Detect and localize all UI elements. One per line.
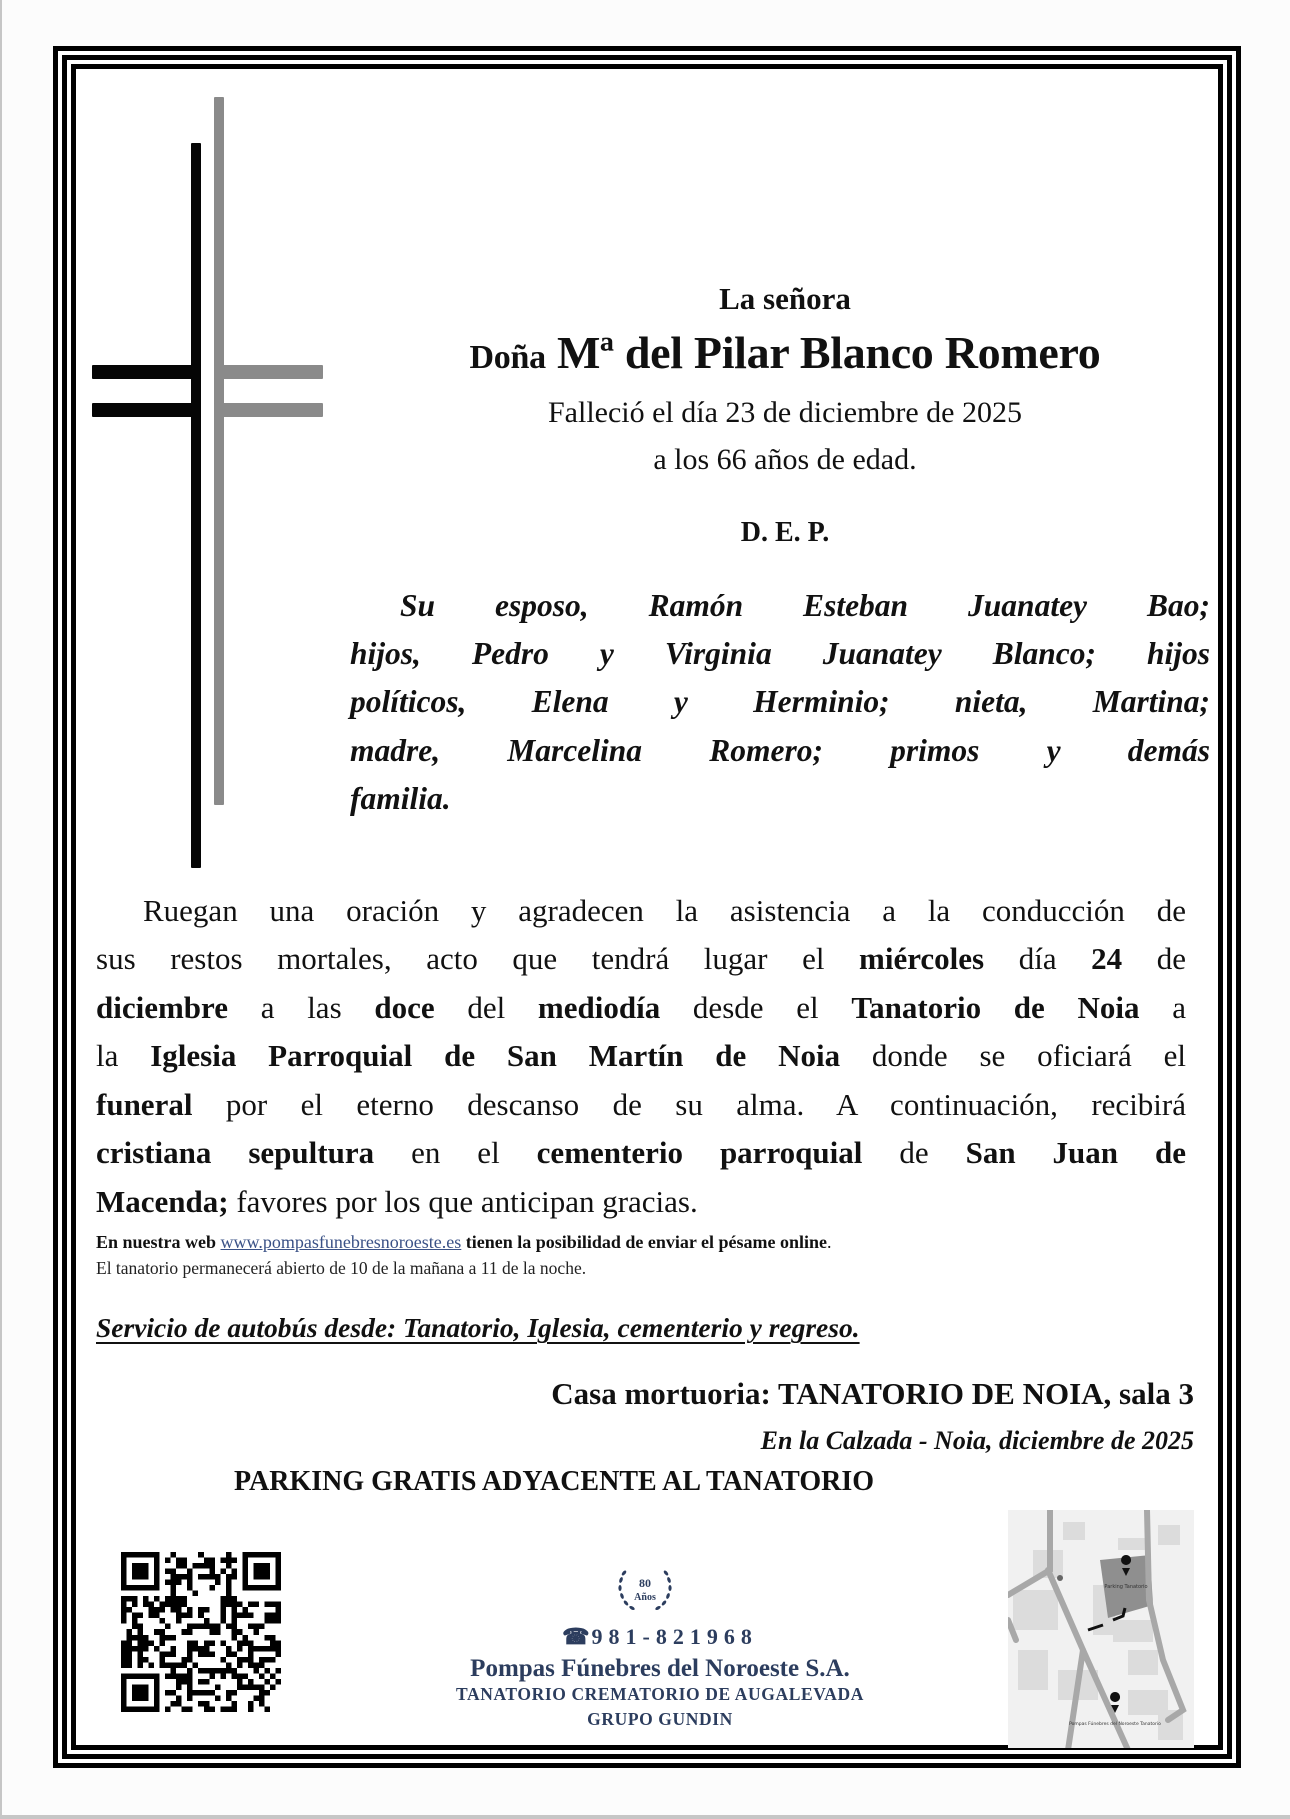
- page-edge: [0, 0, 2, 1819]
- ceremony-line: cristiana sepultura en el cementerio parroquial de San Juan de: [96, 1135, 1186, 1170]
- ceremony-line: Ruegan una oración y agradecen la asistencia a la conducción de: [143, 893, 1186, 928]
- anniversary-badge: [600, 1555, 690, 1623]
- deceased-name: [380, 327, 1190, 378]
- bus-service: Servicio de autobús desde: Tanatorio, Iglesia, cementerio y regreso.: [96, 1312, 860, 1343]
- opening-hours: El tanatorio permanecerá abierto de 10 de la mañana a 11 de la noche.: [96, 1258, 587, 1278]
- family-line: Su esposo, Ramón Esteban Juanatey Bao;: [400, 588, 1210, 623]
- funeral-home: Casa mortuoria: TANATORIO DE NOIA, sala 3: [551, 1376, 1194, 1411]
- ceremony-line: diciembre a las doce del mediodía desde el Tanatorio de Noia a: [96, 990, 1186, 1025]
- ceremony-line: la Iglesia Parroquial de San Martín de Noia donde se oficiará el: [96, 1038, 1186, 1073]
- death-date: Falleció el día 23 de diciembre de 2025: [547, 396, 1022, 429]
- dep: D. E. P.: [740, 517, 830, 548]
- location-map[interactable]: [1008, 1510, 1194, 1748]
- website-link[interactable]: www.pompasfunebresnoroeste.es: [220, 1232, 462, 1252]
- ceremony-line: funeral por el eterno descanso de su alma. A continuación, recibirá: [96, 1087, 1186, 1122]
- age: a los 66 años de edad.: [653, 443, 917, 476]
- qr-code[interactable]: [121, 1552, 281, 1712]
- badge-label: Años: [634, 1592, 656, 1603]
- family-line: madre, Marcelina Romero; primos y demás: [350, 733, 1210, 768]
- parking-note: PARKING GRATIS ADYACENTE AL TANATORIO: [234, 1466, 874, 1497]
- web-note: En nuestra web www.pompasfunebresnoroeste.es tienen la posibilidad de enviar el pésame online.: [96, 1232, 832, 1252]
- family-line: hijos, Pedro y Virginia Juanatey Blanco; hijos: [350, 636, 1210, 671]
- ceremony-line: sus restos mortales, acto que tendrá lugar el miércoles día 24 de: [96, 941, 1187, 976]
- map-label-parking: Parking Tanatorio: [1104, 1584, 1148, 1590]
- page-edge-bottom: [0, 1815, 1290, 1819]
- crematorium-name: TANATORIO CREMATORIO DE AUGALEVADA: [456, 1684, 864, 1704]
- name-prefix: Doña: [469, 339, 546, 376]
- badge-number: 80: [639, 1576, 651, 1590]
- name: Mª del Pilar Blanco Romero: [557, 327, 1101, 378]
- telephone-icon: ☎: [562, 1624, 592, 1649]
- phone-number: ☎981-821968: [562, 1624, 758, 1649]
- title-prefix: La señora: [719, 281, 851, 316]
- map-label-funeral-home: Pompas Fúnebres del Noroeste Tanatorio: [1069, 1722, 1161, 1727]
- family-line: políticos, Elena y Herminio; nieta, Martina;: [350, 684, 1210, 719]
- company-name: Pompas Fúnebres del Noroeste S.A.: [470, 1655, 850, 1682]
- group-name: GRUPO GUNDIN: [587, 1709, 733, 1729]
- place-date: En la Calzada - Noia, diciembre de 2025: [760, 1426, 1194, 1455]
- hotel-icon: [1057, 1575, 1063, 1581]
- ceremony-line: Macenda; favores por los que anticipan gracias.: [96, 1184, 698, 1219]
- family-line: familia.: [350, 781, 451, 816]
